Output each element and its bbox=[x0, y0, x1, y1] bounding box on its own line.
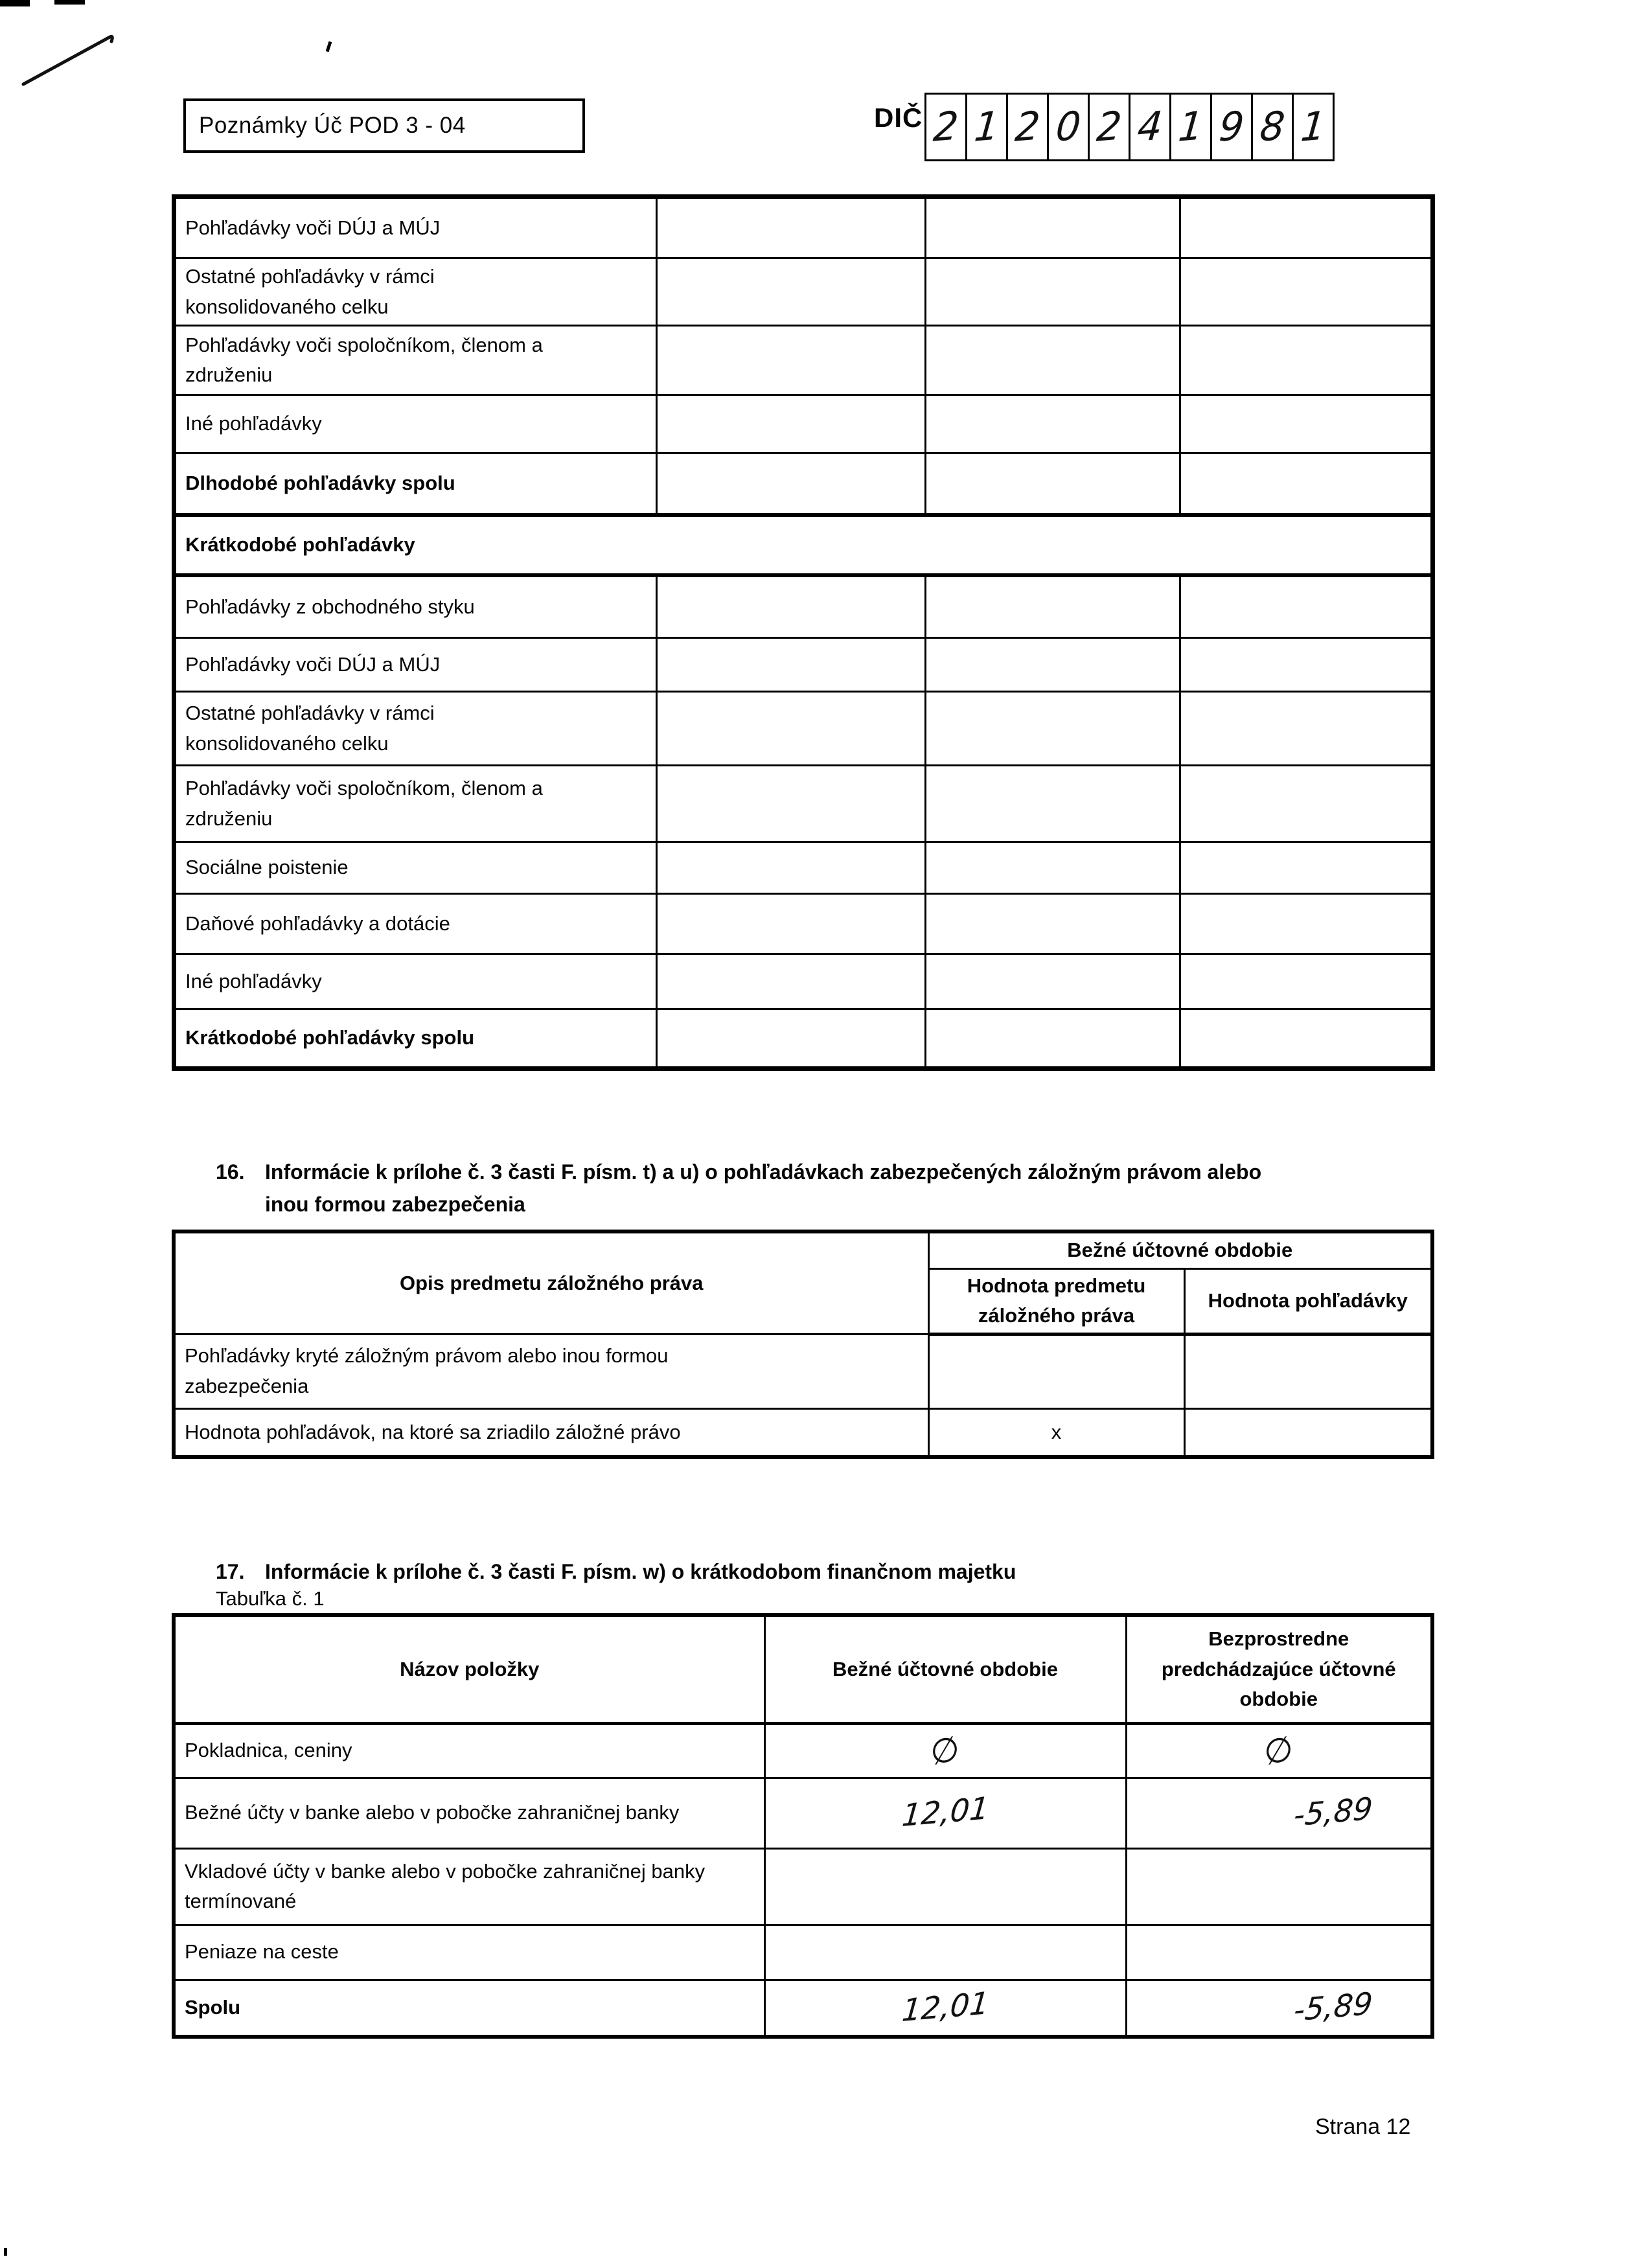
row-label: Ostatné pohľadávky v rámci konsolidovaného celku bbox=[174, 692, 657, 766]
row-label: Pohľadávky kryté záložným právom alebo inou formou zabezpečenia bbox=[174, 1334, 928, 1408]
empty-cell bbox=[657, 326, 926, 395]
null-mark: ∅ bbox=[928, 1728, 962, 1774]
empty-cell bbox=[1180, 575, 1433, 638]
table-caption: Tabuľka č. 1 bbox=[216, 1587, 325, 1610]
empty-cell bbox=[657, 1009, 926, 1069]
form-code-label: Poznámky Úč POD 3 - 04 bbox=[199, 113, 466, 138]
empty-cell bbox=[926, 258, 1180, 326]
section-heading-text: Informácie k prílohe č. 3 časti F. písm. w) o krátkodobom finančnom majetku bbox=[265, 1560, 1016, 1583]
dic-digit: 2 bbox=[1094, 102, 1124, 152]
pledge-receivables-table bbox=[172, 1230, 1434, 1459]
handwritten-number: -5,89 bbox=[1292, 1791, 1375, 1834]
dic-digit: 1 bbox=[1298, 102, 1328, 152]
dic-digit-cell bbox=[1169, 93, 1212, 161]
empty-cell bbox=[926, 1009, 1180, 1069]
empty-cell bbox=[657, 258, 926, 326]
empty-cell bbox=[1180, 453, 1433, 515]
row-label: Iné pohľadávky bbox=[174, 395, 657, 453]
dic-digit-cell bbox=[1210, 93, 1253, 161]
row-label: Pohľadávky voči spoločníkom, členom a združeniu bbox=[174, 326, 657, 395]
row-label: Pohľadávky z obchodného styku bbox=[174, 575, 657, 638]
empty-cell bbox=[926, 766, 1180, 842]
dic-digit-cell bbox=[1251, 93, 1294, 161]
dic-digit: 0 bbox=[1053, 102, 1083, 152]
section-number: 17. bbox=[216, 1560, 245, 1583]
scan-artifact-top-left bbox=[0, 0, 30, 6]
empty-cell bbox=[657, 453, 926, 515]
empty-cell bbox=[1126, 1848, 1432, 1925]
row-label: Peniaze na ceste bbox=[174, 1925, 764, 1980]
corner-pen-stroke-icon bbox=[14, 25, 131, 96]
handwritten-value-current bbox=[764, 1980, 1126, 2037]
empty-cell bbox=[657, 954, 926, 1009]
handwritten-value-current bbox=[764, 1723, 1126, 1778]
dic-digit: 1 bbox=[1176, 102, 1206, 152]
scan-speck-upper bbox=[326, 41, 332, 52]
dic-label: DIČ bbox=[874, 102, 923, 133]
empty-cell bbox=[1184, 1408, 1432, 1457]
empty-cell bbox=[764, 1925, 1126, 1980]
empty-cell bbox=[926, 453, 1180, 515]
row-label: Daňové pohľadávky a dotácie bbox=[174, 894, 657, 954]
row-label: Bežné účty v banke alebo v pobočke zahraničnej banky bbox=[174, 1778, 764, 1848]
empty-cell bbox=[926, 894, 1180, 954]
empty-cell bbox=[1180, 326, 1433, 395]
empty-cell bbox=[926, 638, 1180, 692]
empty-cell bbox=[1180, 638, 1433, 692]
empty-cell bbox=[1180, 766, 1433, 842]
section-row-label: Krátkodobé pohľadávky bbox=[174, 515, 1433, 575]
short-term-financial-assets-table bbox=[172, 1613, 1434, 2039]
empty-cell bbox=[1180, 954, 1433, 1009]
dic-digit: 2 bbox=[931, 102, 961, 152]
empty-cell bbox=[657, 842, 926, 894]
row-label: Pohľadávky voči DÚJ a MÚJ bbox=[174, 638, 657, 692]
dic-digit-cell bbox=[1129, 93, 1171, 161]
handwritten-value-previous bbox=[1126, 1723, 1432, 1778]
empty-cell bbox=[1180, 197, 1433, 258]
empty-cell bbox=[1126, 1925, 1432, 1980]
scan-speck-bottom-left bbox=[4, 2248, 7, 2256]
empty-cell bbox=[657, 197, 926, 258]
empty-cell bbox=[657, 692, 926, 766]
empty-cell bbox=[1180, 894, 1433, 954]
page-number: Strana 12 bbox=[1315, 2114, 1411, 2139]
handwritten-value-previous bbox=[1126, 1778, 1432, 1848]
dic-input-boxes bbox=[924, 93, 1335, 161]
receivables-table bbox=[172, 194, 1435, 1071]
empty-cell bbox=[657, 575, 926, 638]
empty-cell bbox=[657, 766, 926, 842]
empty-cell bbox=[1180, 692, 1433, 766]
row-label: Pokladnica, ceniny bbox=[174, 1723, 764, 1778]
dic-digit-cell bbox=[965, 93, 1008, 161]
empty-cell bbox=[1180, 395, 1433, 453]
dic-digit-cell bbox=[924, 93, 967, 161]
empty-cell bbox=[926, 842, 1180, 894]
empty-cell bbox=[926, 197, 1180, 258]
scan-artifact-top-second bbox=[54, 0, 85, 5]
section17-heading bbox=[216, 1556, 1016, 1588]
empty-cell bbox=[926, 326, 1180, 395]
handwritten-value-current bbox=[764, 1778, 1126, 1848]
empty-cell bbox=[928, 1334, 1184, 1408]
form-code-box bbox=[183, 98, 585, 153]
dic-digit: 4 bbox=[1135, 102, 1165, 152]
column-header-bezne-obdobie: Bežné účtovné obdobie bbox=[764, 1615, 1126, 1723]
row-label: Pohľadávky voči DÚJ a MÚJ bbox=[174, 197, 657, 258]
empty-cell bbox=[926, 395, 1180, 453]
empty-cell bbox=[1180, 842, 1433, 894]
dic-digit-cell bbox=[1292, 93, 1335, 161]
empty-cell bbox=[1184, 1334, 1432, 1408]
column-header-opis: Opis predmetu záložného práva bbox=[174, 1231, 928, 1334]
row-label: Hodnota pohľadávok, na ktoré sa zriadilo záložné právo bbox=[174, 1408, 928, 1457]
handwritten-number: 12,01 bbox=[900, 1791, 991, 1835]
empty-cell bbox=[926, 954, 1180, 1009]
empty-cell bbox=[926, 575, 1180, 638]
dic-digit: 8 bbox=[1257, 102, 1287, 152]
section-number: 16. bbox=[216, 1160, 245, 1184]
dic-digit: 2 bbox=[1013, 102, 1042, 152]
dic-digit: 1 bbox=[972, 102, 1002, 152]
column-header-bezne-obdobie: Bežné účtovné obdobie bbox=[928, 1231, 1432, 1268]
handwritten-value-previous bbox=[1126, 1980, 1432, 2037]
column-header-nazov: Názov položky bbox=[174, 1615, 764, 1723]
empty-cell bbox=[1180, 1009, 1433, 1069]
empty-cell bbox=[657, 894, 926, 954]
column-header-predchadzajuce-obdobie: Bezprostredne predchádzajúce účtovné obdobie bbox=[1126, 1615, 1432, 1723]
row-label: Pohľadávky voči spoločníkom, členom a združeniu bbox=[174, 766, 657, 842]
not-applicable-mark: x bbox=[928, 1408, 1184, 1457]
empty-cell bbox=[657, 638, 926, 692]
empty-cell bbox=[1180, 258, 1433, 326]
section-heading-line1: Informácie k prílohe č. 3 časti F. písm. t) a u) o pohľadávkach zabezpečených záložným právom alebo bbox=[265, 1160, 1262, 1184]
dic-digit-cell bbox=[1088, 93, 1130, 161]
handwritten-number: 12,01 bbox=[900, 1985, 991, 2030]
dic-digit-cell bbox=[1047, 93, 1090, 161]
row-label: Sociálne poistenie bbox=[174, 842, 657, 894]
section-heading-line2: inou formou zabezpečenia bbox=[265, 1192, 525, 1216]
total-row-label: Krátkodobé pohľadávky spolu bbox=[174, 1009, 657, 1069]
dic-digit-cell bbox=[1006, 93, 1049, 161]
total-row-label: Spolu bbox=[174, 1980, 764, 2037]
column-header-hodnota-pohladavky: Hodnota pohľadávky bbox=[1184, 1268, 1432, 1334]
dic-digit: 9 bbox=[1217, 102, 1246, 152]
total-row-label: Dlhodobé pohľadávky spolu bbox=[174, 453, 657, 515]
empty-cell bbox=[657, 395, 926, 453]
row-label: Vkladové účty v banke alebo v pobočke zahraničnej banky termínované bbox=[174, 1848, 764, 1925]
empty-cell bbox=[926, 692, 1180, 766]
null-mark: ∅ bbox=[1262, 1728, 1296, 1774]
column-header-hodnota-predmetu: Hodnota predmetu záložného práva bbox=[928, 1268, 1184, 1334]
section16-heading bbox=[216, 1156, 1261, 1220]
row-label: Ostatné pohľadávky v rámci konsolidovaného celku bbox=[174, 258, 657, 326]
empty-cell bbox=[764, 1848, 1126, 1925]
handwritten-number: -5,89 bbox=[1292, 1986, 1375, 2029]
row-label: Iné pohľadávky bbox=[174, 954, 657, 1009]
